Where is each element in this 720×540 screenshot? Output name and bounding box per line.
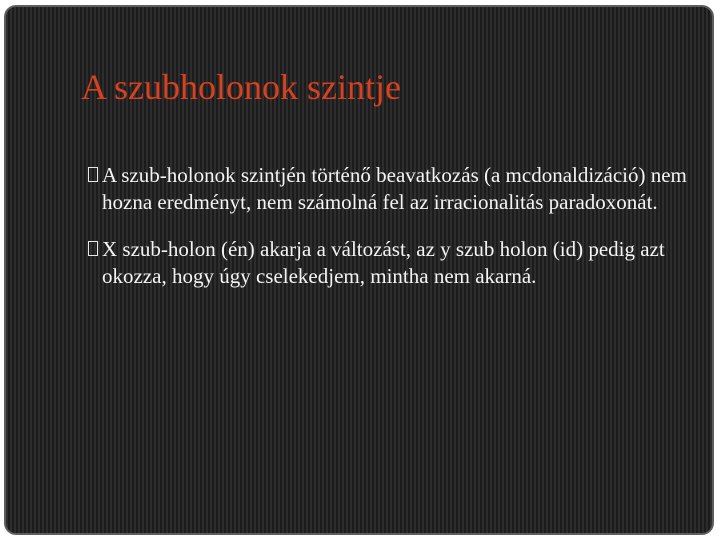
bullet-box-icon: [88, 241, 98, 256]
slide-title: A szubholonok szintje: [81, 67, 401, 107]
bullet-box-icon: [88, 167, 98, 182]
bullet-item: [88, 236, 698, 289]
bullet-item: [88, 162, 698, 215]
bullet-text: X szub-holon (én) akarja a változást, az y szub holon (id) pedig azt okozza, hogy úgy cselekedjem, mintha nem akarná.: [102, 237, 665, 288]
bullet-text: A szub-holonok szintjén történő beavatkozás (a mcdonaldizáció) nem hozna eredményt, nem számolná fel az irracionalitás paradoxonát.: [102, 163, 687, 214]
slide: [4, 5, 714, 535]
bullet-list: [88, 162, 698, 310]
